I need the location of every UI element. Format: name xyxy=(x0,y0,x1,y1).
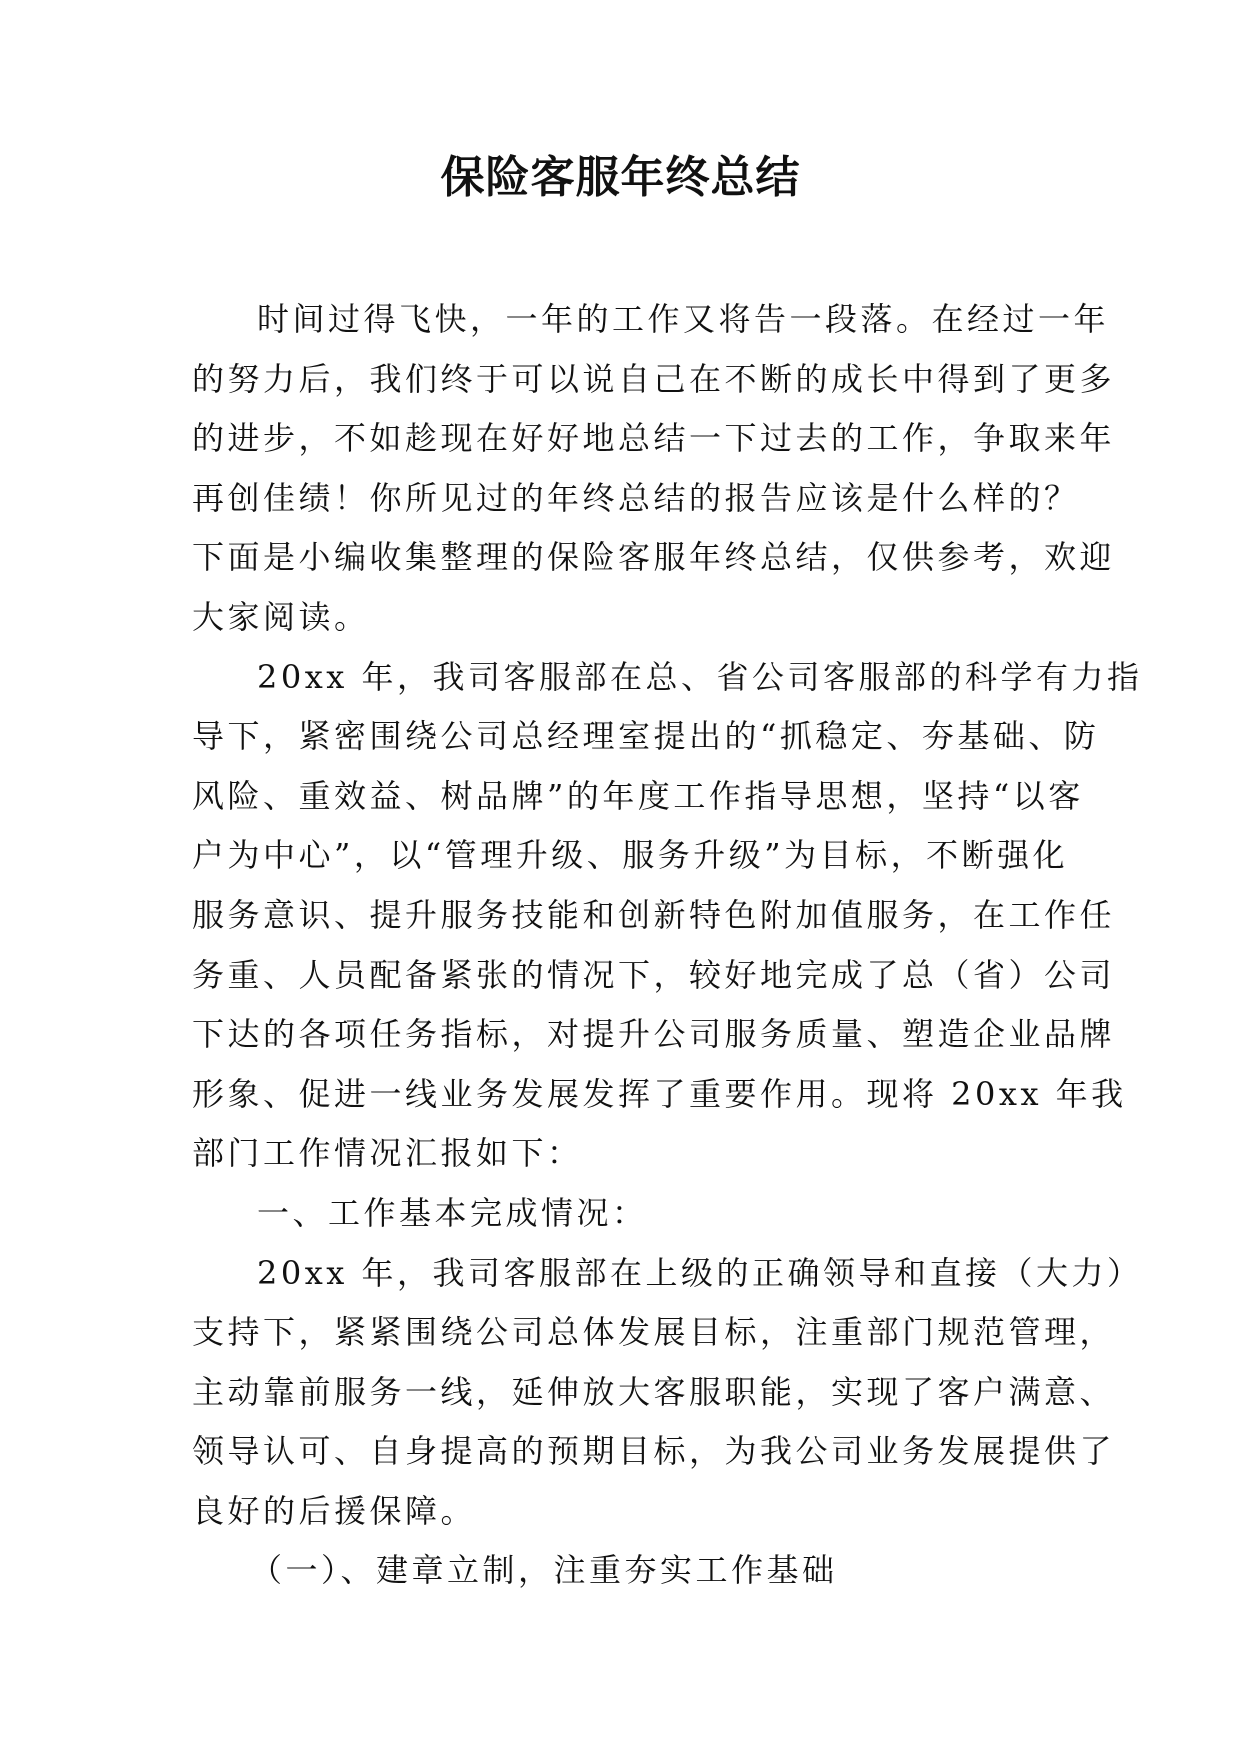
paragraph-line: 形象、促进一线业务发展发挥了重要作用。现将 20xx 年我 xyxy=(192,1074,1127,1113)
paragraph-line: 大家阅读。 xyxy=(192,597,370,636)
paragraph-line: 支持下，紧紧围绕公司总体发展目标，注重部门规范管理， xyxy=(192,1313,1116,1352)
paragraph-line: 服务意识、提升服务技能和创新特色附加值服务，在工作任 xyxy=(192,895,1116,934)
paragraph-line: 的努力后，我们终于可以说自己在不断的成长中得到了更多 xyxy=(192,359,1116,398)
paragraph-line: 下达的各项任务指标，对提升公司服务质量、塑造企业品牌 xyxy=(192,1015,1116,1054)
paragraph-line: 再创佳绩！你所见过的年终总结的报告应该是什么样的？ xyxy=(192,478,1080,517)
paragraph-line: 时间过得飞快，一年的工作又将告一段落。在经过一年 xyxy=(257,300,1110,338)
paragraph-line: 风险、重效益、树品牌”的年度工作指导思想，坚持“以客 xyxy=(192,776,1084,815)
subsection-heading: （一）、建章立制，注重夯实工作基础 xyxy=(250,1551,838,1590)
paragraph-line: 20xx 年，我司客服部在总、省公司客服部的科学有力指 xyxy=(257,657,1143,696)
section-heading: 一、工作基本完成情况： xyxy=(257,1193,648,1232)
paragraph-line: 部门工作情况汇报如下： xyxy=(192,1134,583,1173)
paragraph-line: 20xx 年，我司客服部在上级的正确领导和直接（大力） xyxy=(257,1253,1143,1292)
document-title: 保险客服年终总结 xyxy=(440,152,801,203)
paragraph-line: 户为中心”，以“管理升级、服务升级”为目标，不断强化 xyxy=(192,836,1069,875)
paragraph-line: 领导认可、自身提高的预期目标，为我公司业务发展提供了 xyxy=(192,1432,1116,1471)
paragraph-line: 务重、人员配备紧张的情况下，较好地完成了总（省）公司 xyxy=(192,955,1116,994)
paragraph-line: 良好的后援保障。 xyxy=(192,1491,477,1530)
paragraph-line: 主动靠前服务一线，延伸放大客服职能，实现了客户满意、 xyxy=(192,1372,1116,1411)
paragraph-line: 导下，紧密围绕公司总经理室提出的“抓稳定、夯基础、防 xyxy=(192,717,1100,756)
paragraph-line: 的进步，不如趁现在好好地总结一下过去的工作，争取来年 xyxy=(192,419,1116,458)
paragraph-line: 下面是小编收集整理的保险客服年终总结，仅供参考，欢迎 xyxy=(192,538,1116,577)
document-body xyxy=(192,290,1143,1601)
